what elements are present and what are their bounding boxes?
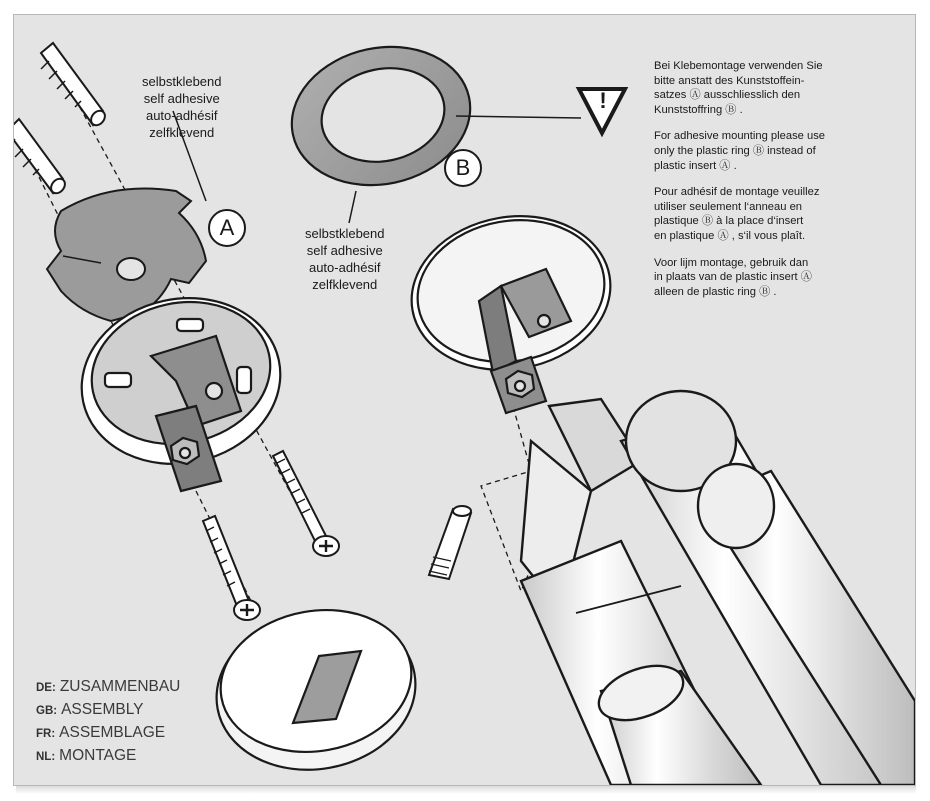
instruction-sheet (13, 14, 916, 786)
legend-row-fr (36, 722, 180, 745)
legend-text: ASSEMBLAGE (59, 724, 166, 741)
instruction-fr: Pour adhésif de montage veuillez utiliser seulement l‘anneau en plastique Ⓑ à la place d‘insert en plastique Ⓐ , s‘il vous plaît. (654, 186, 820, 242)
adhesive-label-ring-line: zelfklevend (312, 277, 378, 292)
towel-rail (521, 391, 915, 785)
warning-mark: ! (599, 88, 607, 113)
legend-row-nl (36, 745, 180, 768)
callout-a: A (208, 209, 246, 247)
legend-text: ZUSAMMENBAU (59, 678, 181, 695)
adhesive-instructions (654, 59, 904, 311)
adhesive-label-ring (305, 225, 385, 293)
adhesive-label-top-line: auto-adhésif (145, 108, 218, 123)
legend-code: NL: (36, 751, 56, 763)
threaded-pin (429, 506, 471, 579)
instruction-en: For adhesive mounting please use only the plastic ring Ⓑ instead of plastic insert Ⓐ . (654, 130, 826, 172)
adhesive-label-top-line: self adhesive (143, 91, 220, 106)
instruction-nl: Voor lijm montage, gebruik dan in plaats van de plastic insert Ⓐ alleen de plastic ring Ⓑ . (654, 256, 812, 298)
instruction-de: Bei Klebemontage verwenden Sie bitte anstatt des Kunststoffein- satzes Ⓐ ausschliesslich den Kunststoffring Ⓑ . (654, 60, 823, 116)
adhesive-label-ring-line: selbstklebend (305, 226, 385, 241)
legend-text: ASSEMBLY (61, 701, 144, 718)
legend-row-gb (36, 699, 180, 722)
callout-b: B (444, 149, 482, 187)
adhesive-label-ring-line: self adhesive (306, 243, 383, 258)
screw-right (273, 451, 339, 556)
legend-row-de (36, 676, 180, 699)
adhesive-label-top (142, 73, 222, 141)
wall-plug-lower (14, 119, 68, 196)
adhesive-label-ring-line: auto-adhésif (308, 260, 381, 275)
screw-lower (203, 516, 260, 620)
wall-plug-upper (41, 43, 108, 128)
plastic-ring-b (173, 31, 581, 223)
page-shadow (16, 786, 916, 794)
rose-base-right (399, 201, 622, 413)
adhesive-label-top-line: zelfklevend (149, 125, 215, 140)
legend-code: GB: (36, 705, 58, 717)
legend-code: DE: (36, 682, 56, 694)
cover-rosette (204, 595, 428, 785)
legend-text: MONTAGE (59, 747, 137, 764)
legend-code: FR: (36, 728, 56, 740)
adhesive-label-top-line: selbstklebend (142, 74, 222, 89)
assembly-legend (36, 676, 180, 768)
